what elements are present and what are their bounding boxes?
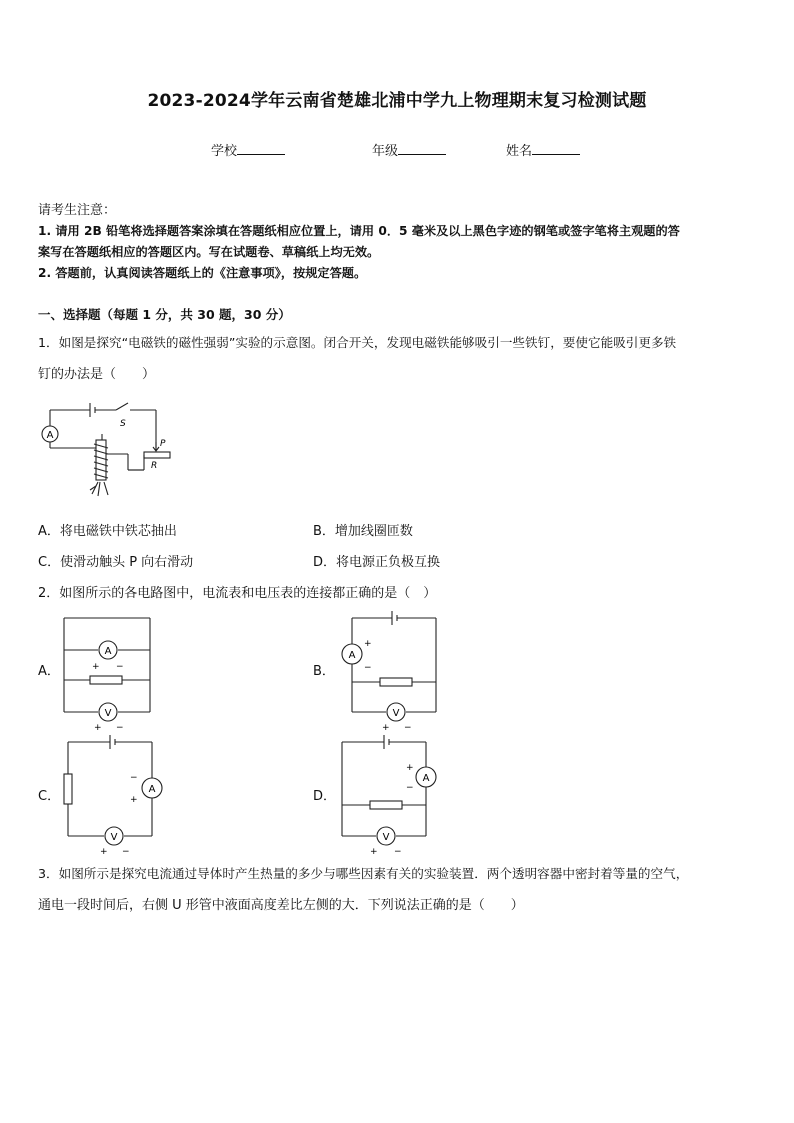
q2-option-b-label[interactable]: B． [313, 664, 335, 679]
school-label: 学校 [211, 144, 238, 159]
q2-circuit-c [60, 734, 170, 856]
grade-label: 年级 [372, 144, 399, 159]
q2-circuit-b [336, 610, 444, 732]
notice-heading: 请考生注意： [38, 203, 117, 218]
q2-circuit-a [60, 614, 156, 732]
rheostat-label: R [151, 461, 158, 471]
q1-stem-line1: 1．如图是探究“电磁铁的磁性强弱”实验的示意图。闭合开关，发现电磁铁能够吸引一些铁钉，要使它能吸引更多铁 [38, 335, 677, 350]
minus-sign: − [394, 847, 402, 856]
ammeter-label: A [422, 773, 430, 784]
ammeter-label: A [348, 650, 356, 661]
page-title: 2023-2024学年云南省楚雄北浦中学九上物理期末复习检测试题 [147, 91, 647, 111]
q1-stem-line2: 钉的办法是（ ） [38, 367, 156, 382]
q1-option-d[interactable]: D．将电源正负极互换 [313, 555, 441, 570]
ammeter-label: A [104, 646, 112, 657]
notice-item1-line1: 1. 请用 2B 铅笔将选择题答案涂填在答题纸相应位置上，请用 0．5 毫米及以上黑色字迹的钢笔或签字笔将主观题的答 [38, 224, 680, 238]
name-label: 姓名 [506, 144, 533, 159]
rheostat-body [144, 452, 170, 458]
plus-sign: + [364, 639, 372, 649]
voltmeter-label: V [392, 708, 400, 719]
name-blank[interactable] [532, 142, 580, 155]
voltmeter-label: V [104, 708, 112, 719]
plus-sign: + [92, 662, 100, 672]
minus-sign: − [116, 723, 124, 732]
name-field [506, 140, 580, 159]
plus-sign: + [370, 847, 378, 856]
grade-field [372, 140, 446, 159]
plus-sign: + [130, 795, 138, 805]
q2-circuit-d [336, 734, 446, 856]
notice-item2: 2. 答题前，认真阅读答题纸上的《注意事项》，按规定答题。 [38, 266, 367, 280]
plus-sign: + [100, 847, 108, 856]
q3-stem-line2: 通电一段时间后，右侧 U 形管中液面高度差比左侧的大．下列说法正确的是（ ） [38, 898, 524, 913]
school-field [211, 140, 285, 159]
minus-sign: − [130, 773, 138, 783]
plus-sign: + [382, 723, 390, 732]
minus-sign: − [406, 783, 414, 793]
plus-sign: + [406, 763, 414, 773]
q1-option-c[interactable]: C．使滑动触头 P 向右滑动 [38, 555, 194, 570]
q2-option-c-label[interactable]: C． [38, 789, 61, 804]
ammeter-label: A [46, 430, 54, 441]
ammeter-label: A [148, 784, 156, 795]
q1-circuit-diagram [36, 398, 176, 500]
notice-item1-line2: 案写在答题纸相应的答题区内。写在试题卷、草稿纸上均无效。 [38, 245, 380, 259]
q2-option-a-label[interactable]: A． [38, 664, 60, 679]
q2-option-d-label[interactable]: D． [313, 789, 337, 804]
q2-stem: 2．如图所示的各电路图中，电流表和电压表的连接都正确的是（ ） [38, 586, 437, 601]
voltmeter-label: V [382, 832, 390, 843]
q1-option-a[interactable]: A．将电磁铁中铁芯抽出 [38, 524, 177, 539]
section-heading: 一、选择题（每题 1 分，共 30 题，30 分） [38, 307, 291, 322]
voltmeter-label: V [110, 832, 118, 843]
minus-sign: − [404, 723, 412, 732]
grade-blank[interactable] [398, 142, 446, 155]
minus-sign: − [116, 662, 124, 672]
minus-sign: − [364, 663, 372, 673]
minus-sign: − [122, 847, 130, 856]
school-blank[interactable] [237, 142, 285, 155]
plus-sign: + [94, 723, 102, 732]
slider-label: P [160, 439, 166, 449]
q3-stem-line1: 3．如图所示是探究电流通过导体时产生热量的多少与哪些因素有关的实验装置．两个透明容器中密封着等量的空气， [38, 866, 689, 881]
switch-blade [116, 403, 128, 410]
switch-label: S [120, 419, 126, 429]
q1-option-b[interactable]: B．增加线圈匝数 [313, 524, 413, 539]
slider-arrow [153, 442, 159, 451]
